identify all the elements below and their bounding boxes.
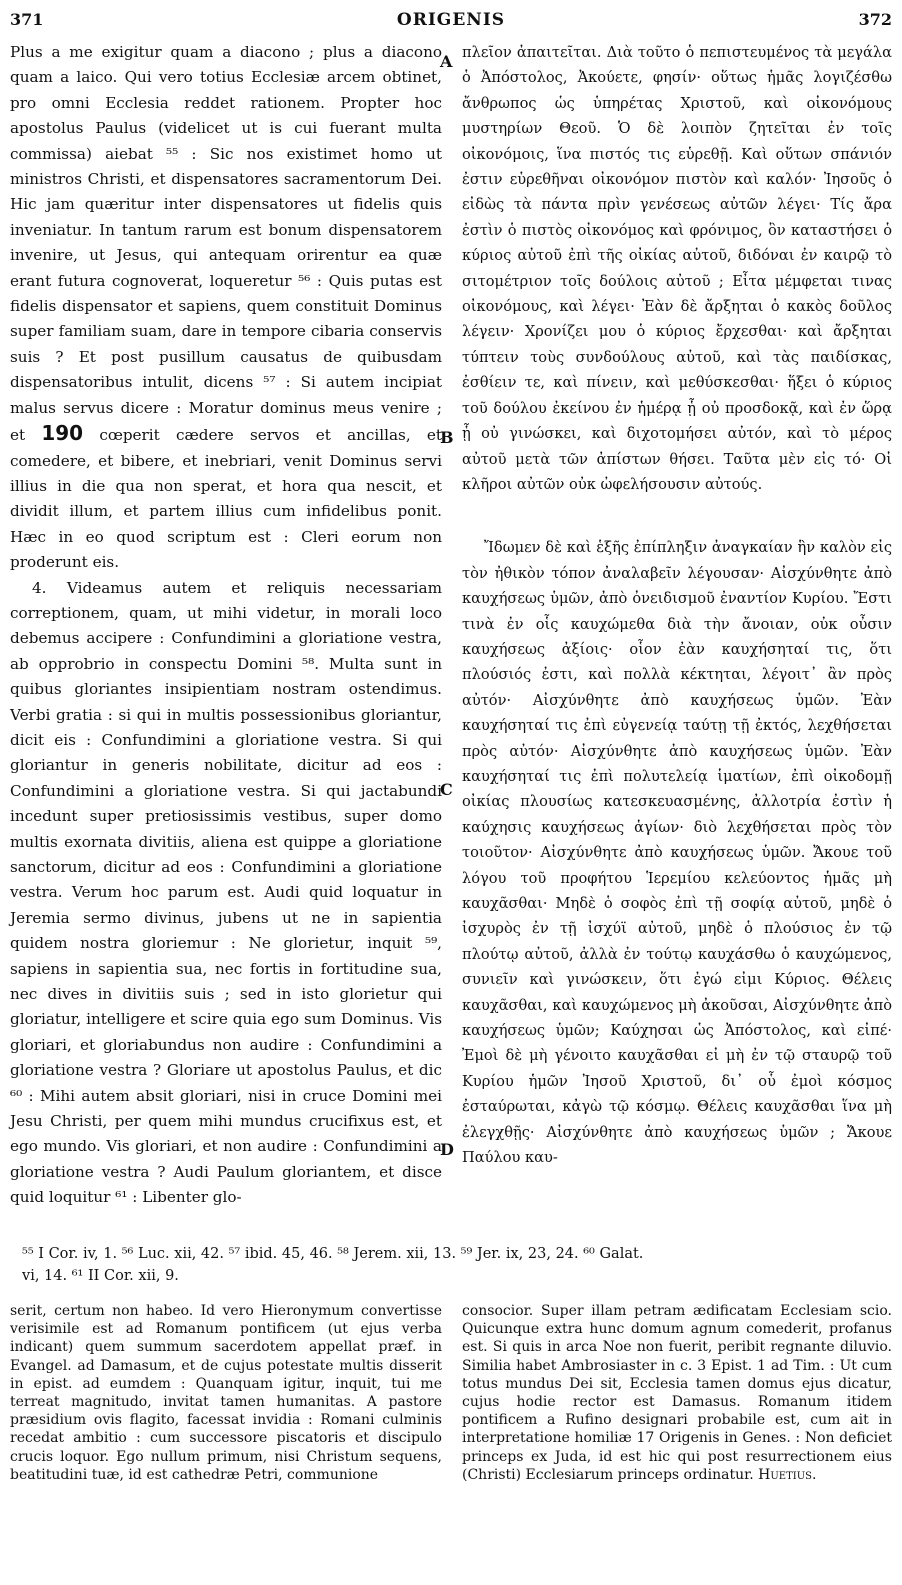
running-title: ORIGENIS — [396, 10, 506, 30]
latin-paragraph-2: 4. Videamus autem et reliquis necessariam correptionem, quam, ut mihi videtur, in morali loco debemus accipere : Confundimini a gloriatione vestra, ab opprobrio in conspectu Domini ⁵⁸. Multa sunt in quibus gloriantes insipientiam nostram ostendimus. Verbi gratia : si qui in multis possessionibus gloriantur, dicit eis : Confundimini a gloriatione vestra. Si qui gloriantur in generis nobilitate, dicitur ad eos : Confundimini a gloriatione vestra. Si qui jactabundi incedunt super pretiosissimis vestibus, super domo multis exornata divitiis, aliena est quippe a gloriatione sanctorum, dicitur ad eos : Confundimini a gloriatione vestra. Verum hoc parum est. Audi quid loquatur in Jeremia sermo divinus, jubens ut ne in sapientia quidem nostra gloriemur : Ne glorietur, inquit ⁵⁹, sapiens in sapientia sua, nec fortis in fortitudine sua, nec dives in divitiis suis ; sed in isto glorietur qui gloriatur, intelligere et scire quia ego sum Dominus. Vis gloriari, et gloriabundus non audire : Confundimini a gloriatione vestra ? Gloriare ut apostolus Paulus, et dic ⁶⁰ : Mihi autem absit gloriari, nisi in cruce Domini mei Jesu Christi, per quem mihi mundus crucifixus est, et ego mundo. Vis gloriari, et non audire : Confundimini a gloriatione vestra ? Audi Paulum gloriantem, et disce quid loquitur ⁶¹ : Libenter glo- — [10, 578, 442, 1207]
margin-marker-d: D — [440, 1140, 454, 1159]
greek-paragraph-1: πλεῖον ἀπαιτεῖται. Διὰ τοῦτο ὁ πεπιστευμένος τὰ μεγάλα ὁ Ἀπόστολος, Ἀκούετε, φησίν· οὕτως ἡμᾶς λογιζέσθω ἄνθρωπος ὡς ὑπηρέτας Χριστοῦ, καὶ οἰκονόμους μυστηρίων Θεοῦ. Ὁ δὲ λοιπὸν ζητεῖται ἐν τοῖς οἰκονόμοις, ἵνα πιστός τις εὑρεθῇ. Καὶ οὕτων σπάνιόν ἐστιν εὑρεθῆναι οἰκονόμον πιστὸν καὶ καλόν· Ἰησοῦς ὁ εἰδὼς τὰ πάντα πρὶν γενέσεως αὐτῶν λέγει· Τίς ἄρα ἐστὶν ὁ πιστὸς οἰκονόμος καὶ φρόνιμος, ὃν καταστήσει ὁ κύριος αὐτοῦ ἐπὶ τῆς οἰκίας αὐτοῦ, διδόναι ἐν καιρῷ τὸ σιτομέτριον τοῖς δούλοις αὐτοῦ ; Εἶτα μέμφεται τινας οἰκονόμους, καὶ λέγει· Ἐὰν δὲ ἄρξηται ὁ κακὸς δοῦλος λέγειν· Χρονίζει μου ὁ κύριος ἔρχεσθαι· καὶ ἄρξηται τύπτειν τοὺς συνδούλους αὐτοῦ, καὶ τὰς παιδίσκας, ἐσθίειν τε, καὶ πίνειν, καὶ μεθύσκεσθαι· ἥξει ὁ κύριος τοῦ δούλου ἐκείνου ἐν ἡμέρᾳ ᾗ οὐ προσδοκᾷ, καὶ ἐν ὥρᾳ ᾗ οὐ γινώσκει, καὶ διχοτομήσει αὐτόν, καὶ τὸ μέρος αὐτοῦ μετὰ τῶν ἀπίστων θήσει. Ταῦτα μὲν εἰς τό· Οἱ κλῆροι αὐτῶν οὐκ ὠφελήσουσιν αὐτούς. — [462, 44, 892, 493]
column-number: 190 — [41, 421, 84, 446]
margin-marker-a: A — [440, 52, 453, 71]
editor-signature: Huetius. — [758, 1466, 817, 1483]
latin-column — [10, 40, 442, 1211]
editor-note-left: serit, certum non habeo. Id vero Hieronymum convertisse verisimile est ad Romanum pontificem (ut ejus verba indicant) quem summum sacerdotem appellat præf. in Evangel. ad Damasum, et de cujus potestate multis disserit in epist. ad eumdem : Quanquam igitur, inquit, tui me terreat magnitudo, invitat tamen humanitas. A pastore præsidium ovis flagito, facessat invidia : Romani culminis recedat ambitio : cum successore piscatoris et discipulo crucis loquor. Ego nullum primum, nisi Christum sequens, beatitudini tuæ, id est cathedræ Petri, communione — [10, 1303, 442, 1483]
right-page-number: 372 — [858, 10, 892, 29]
margin-marker-b: B — [440, 428, 454, 447]
editor-note-right: consocior. Super illam petram ædificatam Ecclesiam scio. Quicunque extra hunc domum agnum comederit, profanus est. Si quis in arca Noe non fuerit, peribit regnante diluvio. Similia habet Ambrosiaster in c. 3 Epist. 1 ad Tim. : Ut cum totus mundus Dei sit, Ecclesia tamen domus ejus dicatur, cujus hodie rector est Damasus. Romanum itidem pontificem a Rufino designari probabile est, cum ait in interpretatione homiliæ 17 Origenis in Genes. : Non deficiet princeps ex Juda, id est hic qui post resurrectionem eius (Christi) Ecclesiarum princeps ordinatur. Huetius. — [462, 1303, 892, 1483]
greek-column — [462, 40, 892, 1170]
footnote-line-1: ⁵⁵ I Cor. iv, 1. ⁵⁶ Luc. xii, 42. ⁵⁷ ibid. 45, 46. ⁵⁸ Jerem. xii, 13. ⁵⁹ Jer. ix, 23, 24. ⁶⁰ Galat. — [22, 1246, 644, 1262]
latin-paragraph-1: Plus a me exigitur quam a diacono ; plus a diacono quam a laico. Qui vero totius Ecclesiæ arcem obtinet, pro omni Ecclesia reddet rationem. Propter hoc apostolus Paulus (videlicet ut is cui fuerant multa commissa) aiebat ⁵⁵ : Sic nos existimet homo ut ministros Christi, et dispensatores sacramentorum Dei. Hic jam quæritur inter dispensatores ut fidelis quis inveniatur. In tantum rarum est bonum dispensatorem invenire, ut Jesus, qui antequam orirentur ea quæ erant futura cognoverat, loqueretur ⁵⁶ : Quis putas est fidelis dispensator et sapiens, quem constituit Dominus super familiam suam, dare in tempore cibaria conservis suis ? Et post pusillum causatus de quibusdam dispensatoribus intulit, dicens ⁵⁷ : Si autem incipiat malus servus dicere : Moratur dominus meus venire ; et 190 cœperit cædere servos et ancillas, et comedere, et bibere, et inebriari, venit Dominus servi illius in die qua non sperat, et hora qua nescit, et dividit illum, et partem illius cum infidelibus ponit. Hæc in eo quod scriptum est : Cleri eorum non proderunt eis. — [10, 43, 442, 572]
running-header — [10, 10, 892, 34]
margin-marker-c: C — [440, 780, 453, 799]
left-page-number: 371 — [10, 10, 44, 29]
footnote-line-2: vi, 14. ⁶¹ II Cor. xii, 9. — [22, 1268, 179, 1284]
greek-paragraph-2: Ἴδωμεν δὲ καὶ ἑξῆς ἐπίπληξιν ἀναγκαίαν ἣν καλὸν εἰς τὸν ἠθικὸν τόπον ἀναλαβεῖν λέγουσαν· Αἰσχύνθητε ἀπὸ καυχήσεως ὑμῶν, ἀπὸ ὀνειδισμοῦ ἐναντίον Κυρίου. Ἔστι τινὰ ἐν οἷς καυχώμεθα διὰ τὴν ἄνοιαν, οὐκ οὖσιν καυχήσεως ἀξίοις· οἷον ἐὰν καυχήσηταί τις, ὅτι πλούσιός ἐστι, καὶ πολλὰ κέκτηται, λέγοιτ᾽ ἂν πρὸς αὐτόν· Αἰσχύνθητε ἀπὸ καυχήσεως ὑμῶν. Ἐὰν καυχήσηταί τις ἐπὶ εὐγενείᾳ ταύτῃ τῇ ἐκτός, λεχθήσεται πρὸς αὐτόν· Αἰσχύνθητε ἀπὸ καυχήσεως ὑμῶν. Ἐὰν καυχήσηταί τις ἐπὶ πολυτελείᾳ ἱματίων, ἐπὶ οἰκοδομῇ οἰκίας πλουσίως κατεσκευασμένης, ἀλλοτρία ἐστὶν ἡ καύχησις καυχήσεως ἁγίων· διὸ λεχθήσεται πρὸς τὸν τοιοῦτον· Αἰσχύνθητε ἀπὸ καυχήσεως ὑμῶν. Ἄκουε τοῦ λόγου τοῦ προφήτου Ἱερεμίου κελεύοντος ἡμᾶς μὴ καυχᾶσθαι· Μηδὲ ὁ σοφὸς ἐπὶ τῇ σοφίᾳ αὐτοῦ, μηδὲ ὁ ἰσχυρὸς ἐν τῇ ἰσχύϊ αὐτοῦ, μηδὲ ὁ πλούσιος ἐν τῷ πλούτῳ αὐτοῦ, ἀλλὰ ἐν τούτῳ καυχάσθω ὁ καυχώμενος, συνιεῖν καὶ γινώσκειν, ὅτι ἐγώ εἰμι Κύριος. Θέλεις καυχᾶσθαι, καὶ καυχώμενος μὴ ἀκοῦσαι, Αἰσχύνθητε ἀπὸ καυχήσεως ὑμῶν; Καύχησαι ὡς Ἀπόστολος, καὶ εἰπέ· Ἐμοὶ δὲ μὴ γένοιτο καυχᾶσθαι εἰ μὴ ἐν τῷ σταυρῷ τοῦ Κυρίου ἡμῶν Ἰησοῦ Χριστοῦ, δι᾽ οὗ ἐμοὶ κόσμος ἐσταύρωται, κἀγὼ τῷ κόσμῳ. Θέλεις καυχᾶσθαι ἵνα μὴ ἐλεγχθῇς· Αἰσχύνθητε ἀπὸ καυχήσεως ὑμῶν ; Ἄκουε Παύλου καυ- — [462, 539, 892, 1167]
